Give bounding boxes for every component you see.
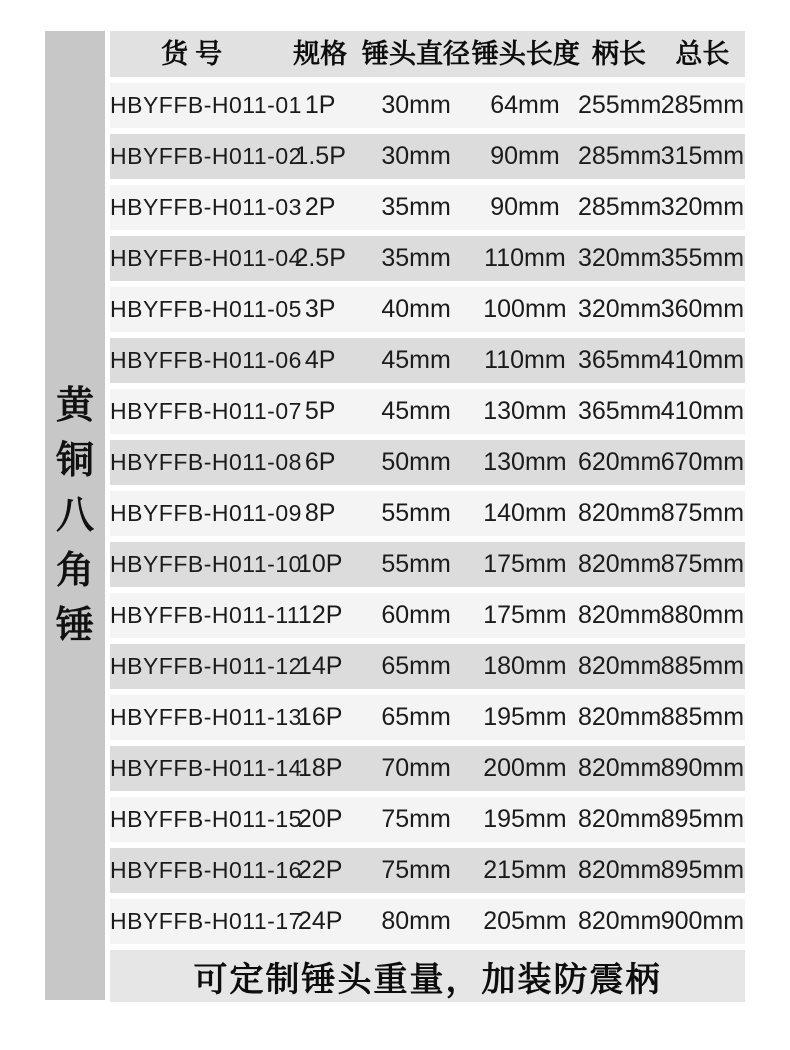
- cell: 175mm: [483, 601, 567, 629]
- cell: 175mm: [483, 550, 567, 578]
- column-header: 规格: [293, 38, 348, 69]
- product-name-char: 黄: [55, 384, 94, 427]
- cell: 35mm: [381, 193, 451, 221]
- table-row: [110, 644, 745, 689]
- column-header: 柄长: [591, 38, 646, 69]
- column-header: 货号: [161, 38, 230, 69]
- table-header-row: [110, 31, 745, 77]
- cell: 360mm: [660, 295, 745, 323]
- table-row: [110, 134, 745, 179]
- cell: HBYFFB-H011-03: [110, 194, 302, 220]
- cell: 30mm: [381, 142, 451, 170]
- cell: 285mm: [577, 193, 662, 221]
- cell: 22P: [297, 856, 343, 884]
- product-name-char: 角: [55, 549, 94, 592]
- cell: 890mm: [660, 754, 745, 782]
- table-row: [110, 389, 745, 434]
- product-name-vertical: [45, 31, 105, 1000]
- table-row: [110, 236, 745, 281]
- cell: 20P: [297, 805, 343, 833]
- cell: 4P: [304, 346, 336, 374]
- cell: HBYFFB-H011-09: [110, 500, 302, 526]
- column-header: 锤头长度: [471, 38, 580, 69]
- cell: 255mm: [577, 91, 662, 119]
- cell: 130mm: [483, 448, 567, 476]
- table-row: [110, 287, 745, 332]
- cell: 670mm: [660, 448, 745, 476]
- cell: 2P: [304, 193, 336, 221]
- cell: 64mm: [490, 91, 560, 119]
- cell: 55mm: [381, 550, 451, 578]
- cell: 320mm: [577, 244, 662, 272]
- cell: 320mm: [577, 295, 662, 323]
- customization-note-text: 可定制锤头重量，加装防震柄: [193, 960, 662, 999]
- cell: 45mm: [381, 346, 451, 374]
- cell: 50mm: [381, 448, 451, 476]
- cell: 820mm: [577, 805, 662, 833]
- cell: 875mm: [660, 550, 745, 578]
- cell: 820mm: [577, 601, 662, 629]
- cell: HBYFFB-H011-05: [110, 296, 302, 322]
- cell: 55mm: [381, 499, 451, 527]
- cell: 70mm: [381, 754, 451, 782]
- table-row: [110, 491, 745, 536]
- cell: 365mm: [577, 397, 662, 425]
- cell: 285mm: [577, 142, 662, 170]
- cell: 320mm: [660, 193, 745, 221]
- cell: 895mm: [660, 856, 745, 884]
- cell: 820mm: [577, 499, 662, 527]
- cell: 65mm: [381, 652, 451, 680]
- cell: 90mm: [490, 193, 560, 221]
- cell: 1P: [304, 91, 336, 119]
- cell: 3P: [304, 295, 336, 323]
- cell: 40mm: [381, 295, 451, 323]
- cell: 110mm: [484, 244, 566, 272]
- cell: 12P: [297, 601, 343, 629]
- cell: 8P: [304, 499, 336, 527]
- cell: HBYFFB-H011-01: [110, 92, 302, 118]
- cell: 80mm: [381, 907, 451, 935]
- cell: 895mm: [660, 805, 745, 833]
- cell: HBYFFB-H011-07: [110, 398, 302, 424]
- cell: 45mm: [381, 397, 451, 425]
- cell: 180mm: [483, 652, 567, 680]
- cell: HBYFFB-H011-08: [110, 449, 302, 475]
- cell: 10P: [297, 550, 343, 578]
- cell: 875mm: [660, 499, 745, 527]
- cell: HBYFFB-H011-12: [110, 653, 302, 679]
- table-row: [110, 542, 745, 587]
- cell: 5P: [304, 397, 336, 425]
- column-header: 总长: [675, 38, 730, 69]
- cell: HBYFFB-H011-16: [110, 857, 302, 883]
- table-row: [110, 848, 745, 893]
- cell: 65mm: [381, 703, 451, 731]
- cell: 885mm: [660, 652, 745, 680]
- cell: 60mm: [381, 601, 451, 629]
- cell: 110mm: [484, 346, 566, 374]
- table-row: [110, 746, 745, 791]
- cell: 35mm: [381, 244, 451, 272]
- cell: 18P: [297, 754, 343, 782]
- product-name-char: 铜: [55, 439, 94, 482]
- cell: 75mm: [381, 856, 451, 884]
- table-row: [110, 797, 745, 842]
- cell: 820mm: [577, 856, 662, 884]
- cell: 2.5P: [294, 244, 346, 272]
- cell: 365mm: [577, 346, 662, 374]
- cell: 820mm: [577, 907, 662, 935]
- cell: 30mm: [381, 91, 451, 119]
- cell: 355mm: [660, 244, 745, 272]
- cell: HBYFFB-H011-10: [110, 551, 302, 577]
- table-row: [110, 440, 745, 485]
- cell: 6P: [304, 448, 336, 476]
- cell: 285mm: [660, 91, 745, 119]
- cell: 24P: [297, 907, 343, 935]
- table-row: [110, 695, 745, 740]
- cell: 820mm: [577, 703, 662, 731]
- table-row: [110, 83, 745, 128]
- cell: HBYFFB-H011-06: [110, 347, 302, 373]
- cell: 620mm: [577, 448, 662, 476]
- cell: HBYFFB-H011-02: [110, 143, 302, 169]
- cell: HBYFFB-H011-13: [110, 704, 302, 730]
- cell: 14P: [297, 652, 343, 680]
- cell: 215mm: [483, 856, 567, 884]
- table-row: [110, 593, 745, 638]
- cell: 205mm: [483, 907, 567, 935]
- cell: 195mm: [483, 703, 567, 731]
- spec-table: [110, 31, 745, 950]
- table-body: [110, 83, 745, 944]
- cell: 130mm: [483, 397, 567, 425]
- cell: HBYFFB-H011-17: [110, 908, 302, 934]
- cell: 885mm: [660, 703, 745, 731]
- cell: 410mm: [660, 397, 745, 425]
- cell: 820mm: [577, 550, 662, 578]
- cell: 16P: [297, 703, 343, 731]
- cell: 880mm: [660, 601, 745, 629]
- table-row: [110, 899, 745, 944]
- cell: 90mm: [490, 142, 560, 170]
- column-header: 锤头直径: [362, 38, 471, 69]
- cell: 100mm: [483, 295, 567, 323]
- cell: HBYFFB-H011-04: [110, 245, 302, 271]
- product-name-char: 锤: [55, 604, 94, 647]
- cell: HBYFFB-H011-11: [110, 602, 301, 628]
- cell: 315mm: [660, 142, 745, 170]
- cell: 140mm: [483, 499, 567, 527]
- cell: 820mm: [577, 652, 662, 680]
- cell: HBYFFB-H011-14: [110, 755, 302, 781]
- product-name-char: 八: [55, 494, 94, 537]
- cell: 200mm: [483, 754, 567, 782]
- cell: 900mm: [660, 907, 745, 935]
- table-row: [110, 338, 745, 383]
- cell: 410mm: [660, 346, 745, 374]
- cell: 1.5P: [294, 142, 346, 170]
- cell: 75mm: [381, 805, 451, 833]
- cell: 195mm: [483, 805, 567, 833]
- customization-note: [110, 950, 745, 1002]
- cell: HBYFFB-H011-15: [110, 806, 302, 832]
- cell: 820mm: [577, 754, 662, 782]
- table-row: [110, 185, 745, 230]
